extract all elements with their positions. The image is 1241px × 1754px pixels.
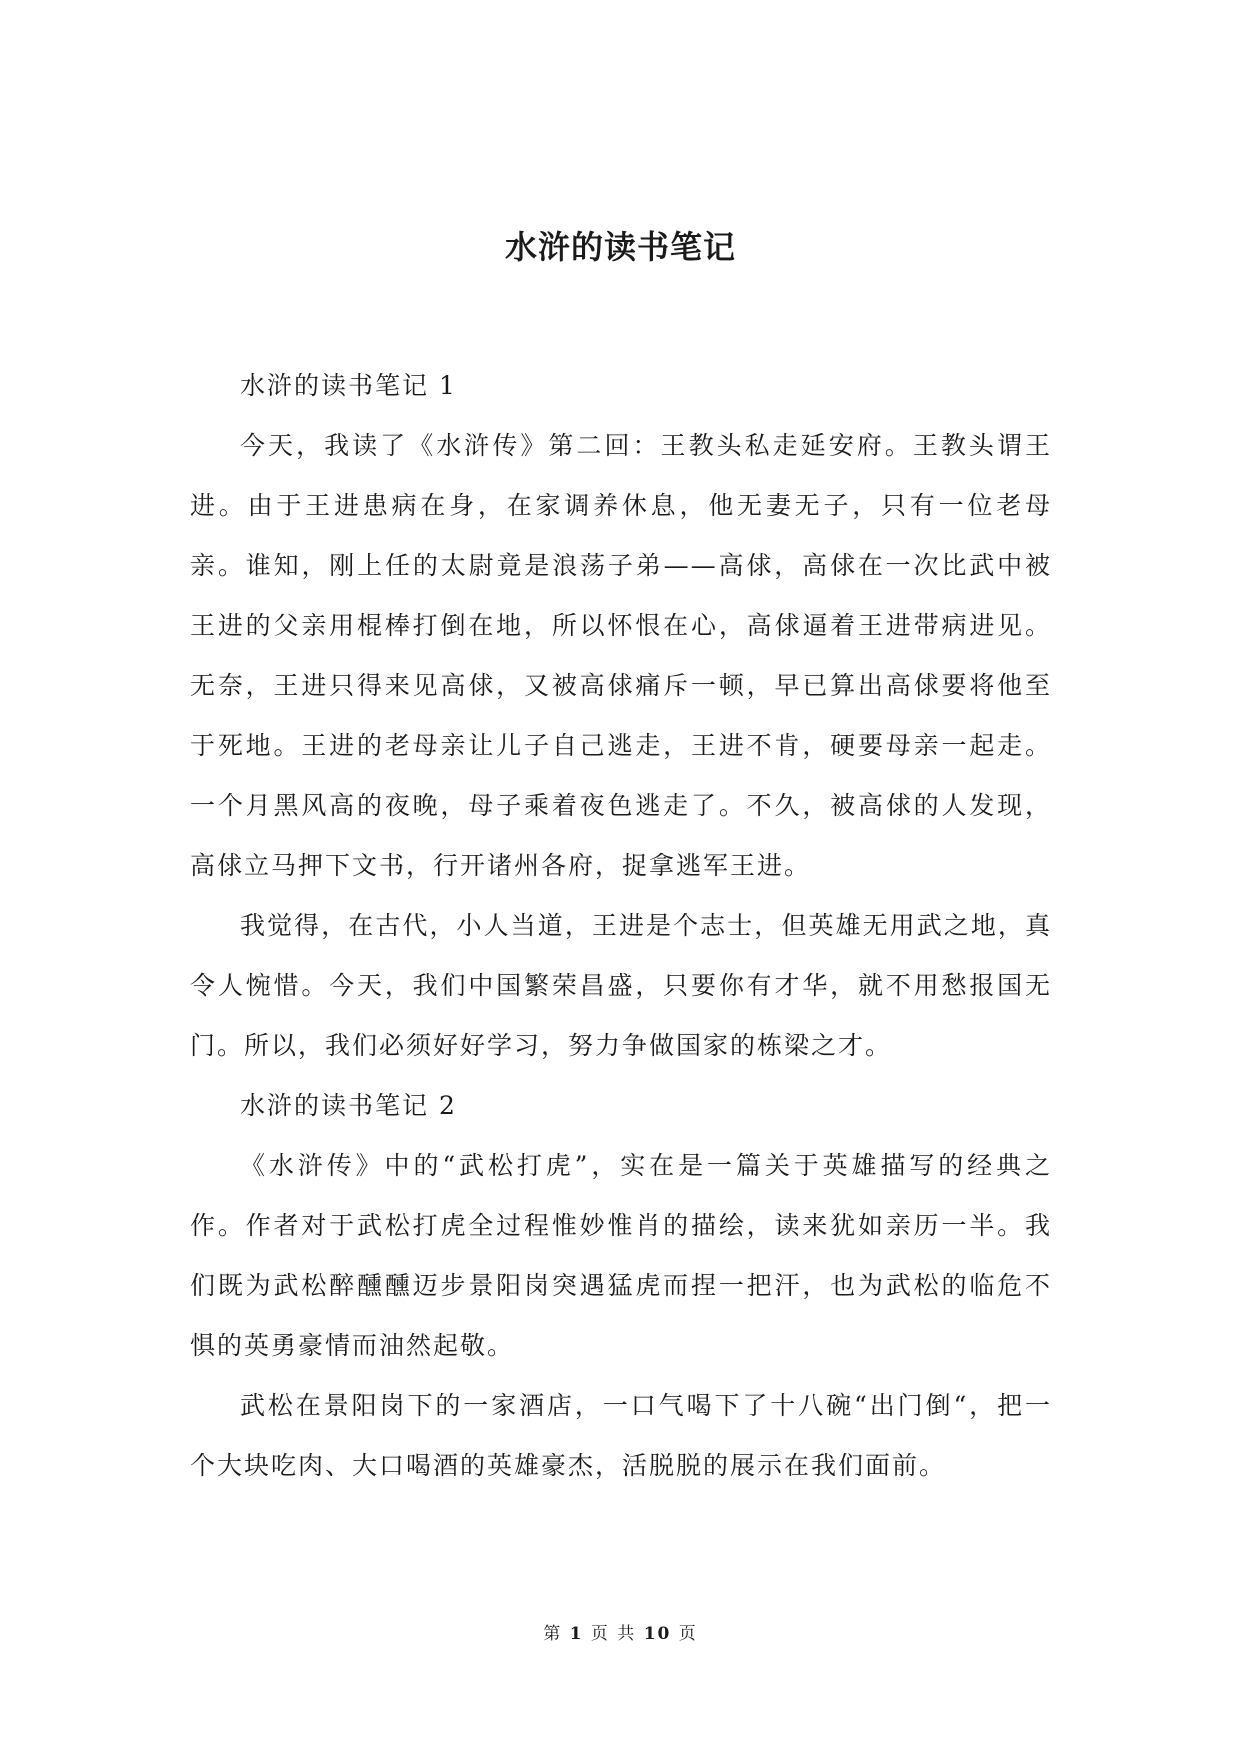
document-body bbox=[190, 356, 1052, 1496]
section-1-paragraph-1: 今天，我读了《水浒传》第二回：王教头私走延安府。王教头谓王进。由于王进患病在身，在家调养休息，他无妻无子，只有一位老母亲。谁知，刚上任的太尉竟是浪荡子弟——高俅，高俅在一次比武中被王进的父亲用棍棒打倒在地，所以怀恨在心，高俅逼着王进带病进见。无奈，王进只得来见高俅，又被高俅痛斥一顿，早已算出高俅要将他至于死地。王进的老母亲让儿子自己逃走，王进不肯，硬要母亲一起走。一个月黑风高的夜晚，母子乘着夜色逃走了。不久，被高俅的人发现，高俅立马押下文书，行开诸州各府，捉拿逃军王进。 bbox=[190, 431, 1052, 880]
footer-current-page: 1 bbox=[569, 1624, 584, 1644]
section-heading-1: 水浒的读书笔记 1 bbox=[240, 371, 457, 400]
section-heading-2: 水浒的读书笔记 2 bbox=[240, 1091, 457, 1120]
page-footer bbox=[0, 1619, 1241, 1644]
section-2-paragraph-1: 《水浒传》中的“武松打虎”，实在是一篇关于英雄描写的经典之作。作者对于武松打虎全过程惟妙惟肖的描绘，读来犹如亲历一半。我们既为武松醉醺醺迈步景阳岗突遇猛虎而捏一把汗，也为武松的临危不惧的英勇豪情而油然起敬。 bbox=[190, 1151, 1052, 1360]
section-1-paragraph-2: 我觉得，在古代，小人当道，王进是个志士，但英雄无用武之地，真令人惋惜。今天，我们中国繁荣昌盛，只要你有才华，就不用愁报国无门。所以，我们必须好好学习，努力争做国家的栋梁之才。 bbox=[190, 911, 1052, 1060]
footer-total-pages: 10 bbox=[643, 1624, 672, 1644]
footer-suffix: 页 bbox=[678, 1624, 698, 1644]
footer-middle: 页 共 bbox=[590, 1624, 637, 1644]
section-2-paragraph-2: 武松在景阳岗下的一家酒店，一口气喝下了十八碗“出门倒“，把一个大块吃肉、大口喝酒的英雄豪杰，活脱脱的展示在我们面前。 bbox=[190, 1391, 1052, 1480]
footer-prefix: 第 bbox=[543, 1624, 563, 1644]
document-title: 水浒的读书笔记 bbox=[504, 228, 736, 266]
